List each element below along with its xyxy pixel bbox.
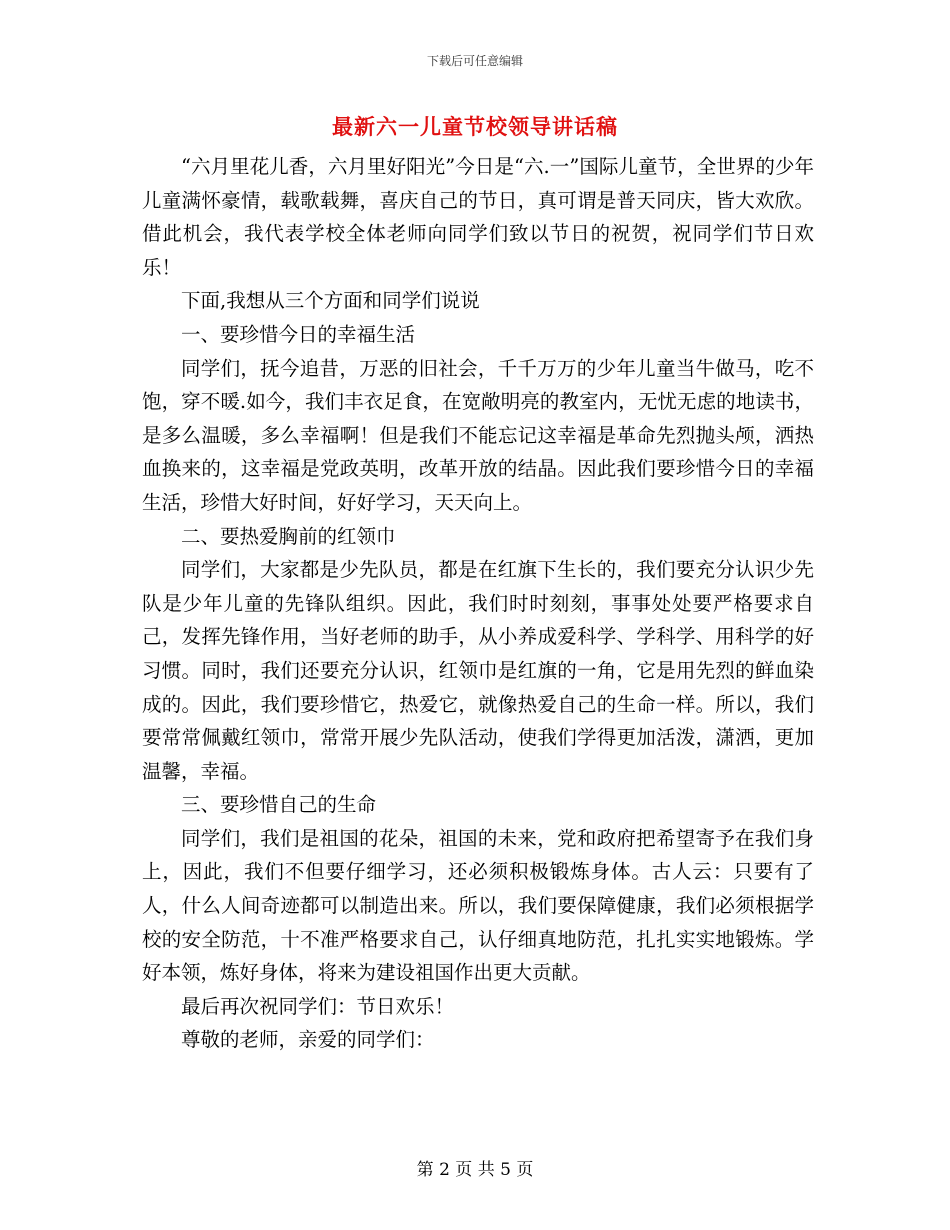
paragraph-opening: “六月里花儿香，六月里好阳光”今日是“六.一”国际儿童节，全世界的少年儿童满怀豪情，载歌载舞，喜庆自己的节日，真可谓是普天同庆，皆大欢欣。借此机会，我代表学校全体老师向同学们致以节日的祝贺，祝同学们节日欢乐！: [142, 155, 814, 279]
section-heading-2: 二、要热爱胸前的红领巾: [181, 524, 396, 548]
paragraph-section-2: 同学们，大家都是少先队员，都是在红旗下生长的，我们要充分认识少先队是少年儿童的先锋队组织。因此，我们时时刻刻，事事处处要严格要求自己，发挥先锋作用，当好老师的助手，从小养成爱科学、学科学、用科学的好习惯。同时，我们还要充分认识，红领巾是红旗的一角，它是用先烈的鲜血染成的。因此，我们要珍惜它，热爱它，就像热爱自己的生命一样。所以，我们要常常佩戴红领巾，常常开展少先队活动，使我们学得更加活泼，潇洒，更加温馨，幸福。: [142, 558, 814, 783]
section-heading-3: 三、要珍惜自己的生命: [181, 793, 377, 817]
paragraph-closing: 最后再次祝同学们：节日欢乐！: [181, 994, 455, 1018]
header-note: 下载后可任意编辑: [426, 54, 523, 68]
paragraph-intro: 下面,我想从三个方面和同学们说说: [181, 289, 480, 313]
paragraph-section-1: 同学们，抚今追昔，万恶的旧社会，千千万万的少年儿童当牛做马，吃不饱，穿不暖.如今，我们丰衣足食，在宽敞明亮的教室内，无忧无虑的地读书，是多么温暖，多么幸福啊！但是我们不能忘记这幸福是革命先烈抛头颅，洒热血换来的，这幸福是党政英明，改革开放的结晶。因此我们要珍惜今日的幸福生活，珍惜大好时间，好好学习，天天向上。: [142, 356, 814, 514]
section-heading-1: 一、要珍惜今日的幸福生活: [181, 322, 416, 346]
page-number: 第 2 页 共 5 页: [416, 1160, 534, 1180]
document-body: [142, 150, 814, 1057]
document-title: 最新六一儿童节校领导讲话稿: [332, 114, 618, 139]
paragraph-salutation: 尊敬的老师，亲爱的同学们：: [181, 1028, 435, 1052]
paragraph-section-3: 同学们，我们是祖国的花朵，祖国的未来，党和政府把希望寄予在我们身上，因此，我们不但要仔细学习，还必须积极锻炼身体。古人云：只要有了人，什么人间奇迹都可以制造出来。所以，我们要保障健康，我们必须根据学校的安全防范，十不准严格要求自己，认仔细真地防范，扎扎实实地锻炼。学好本领，炼好身体，将来为建设祖国作出更大贡献。: [142, 826, 814, 985]
